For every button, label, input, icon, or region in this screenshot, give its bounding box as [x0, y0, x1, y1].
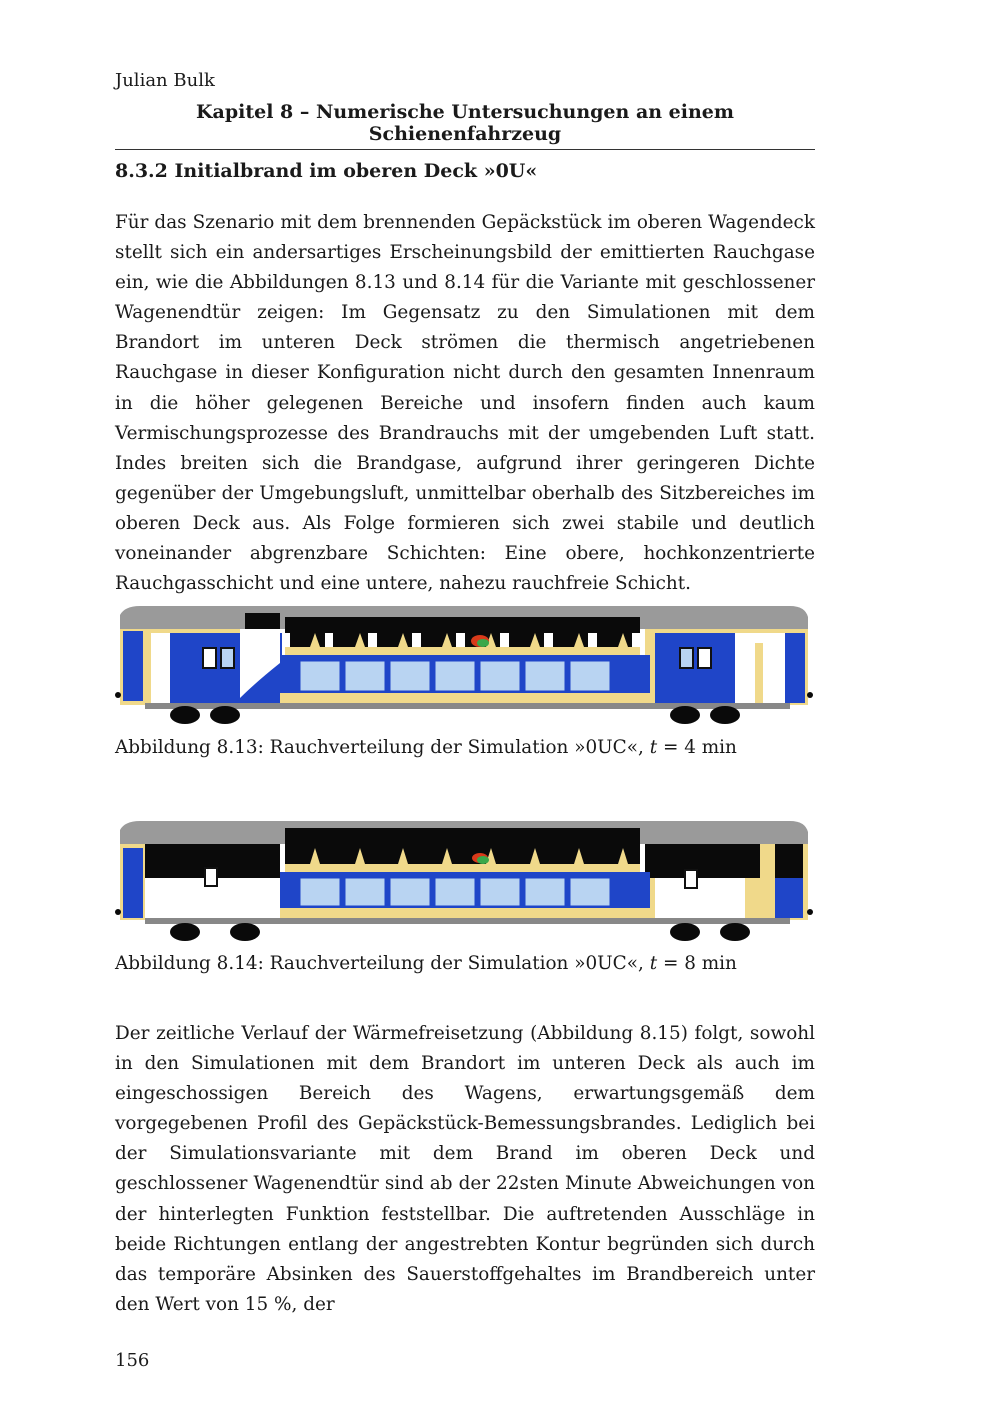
caption-text: Abbildung 8.13: Rauchverteilung der Simulation »0UC«, — [115, 737, 650, 758]
paragraph-heat-release: Der zeitliche Verlauf der Wärmefreisetzung (Abbildung 8.15) folgt, sowohl in den Simulationen mit dem Brandort im unteren Deck als auch im eingeschossigen Bereich des Wagens, erwartungsgemäß dem vorgegebenen Profil des Gepäckstück-Bemessungsbrandes. Lediglich bei der Simulationsvariante mit dem Brand im oberen Deck und geschlossener Wagenendtür sind ab der 22sten Minute Abweichungen von der hinterlegten Funktion feststellbar. Die auftretenden Ausschläge in beide Richtungen entlang der angestrebten Kontur begründen sich durch das temporäre Absinken des Sauerstoffgehaltes im Brandbereich unter den Wert von 15 %, der — [115, 1023, 815, 1315]
section-title: 8.3.2 Initialbrand im oberen Deck »0U« — [115, 160, 538, 182]
train-cross-section-illustration — [115, 818, 815, 946]
caption-value: = 8 min — [657, 953, 737, 974]
figure-8-13-train-smoke-4min — [115, 603, 815, 728]
running-header-author: Julian Bulk — [115, 70, 215, 91]
caption-variable: t — [649, 953, 658, 974]
figure-8-14-caption — [115, 953, 737, 974]
paragraph-intro: Für das Szenario mit dem brennenden Gepäckstück im oberen Wagendeck stellt sich ein andersartiges Erscheinungsbild der emittierten Rauchgase ein, wie die Abbildungen 8.13 und 8.14 für die Variante mit geschlossener Wagenendtür zeigen: Im Gegensatz zu den Simulationen mit dem Brandort im unteren Deck strömen die thermisch angetriebenen Rauchgase in dieser Konfiguration nicht durch den gesamten Innenraum in die höher gelegenen Bereiche und insofern finden auch kaum Vermischungsprozesse des Brandrauchs mit der umgebenden Luft statt. Indes breiten sich die Brandgase, aufgrund ihrer geringeren Dichte gegenüber der Umgebungsluft, unmittelbar oberhalb des Sitzbereiches im oberen Deck aus. Als Folge formieren sich zwei stabile und deutlich voneinander abgrenzbare Schichten: Eine obere, hochkonzentrierte Rauchgasschicht und eine untere, nahezu rauchfreie Schicht. — [115, 212, 815, 595]
caption-text: Abbildung 8.14: Rauchverteilung der Simulation »0UC«, — [115, 953, 650, 974]
caption-variable: t — [649, 737, 658, 758]
page-number: 156 — [115, 1350, 150, 1371]
running-header-chapter: Kapitel 8 – Numerische Untersuchungen an einem Schienenfahrzeug — [115, 101, 815, 150]
caption-value: = 4 min — [657, 737, 737, 758]
figure-8-14-train-smoke-8min — [115, 818, 815, 946]
train-cross-section-illustration — [115, 603, 815, 728]
figure-8-13-caption — [115, 737, 737, 758]
